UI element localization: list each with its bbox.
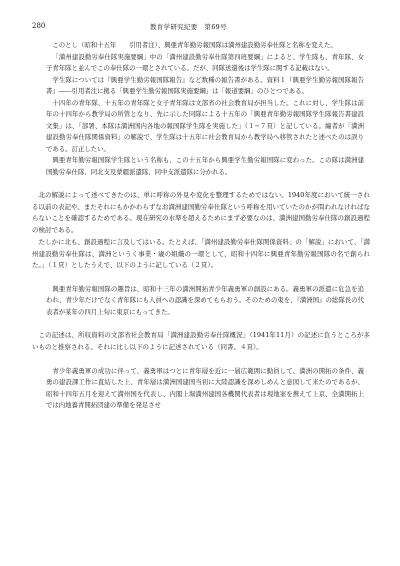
page-number: 280 xyxy=(32,22,46,30)
page-header xyxy=(0,22,400,32)
quote-3-paragraph: 青少年義勇軍の成功に伴って、義勇軍はつとに青年層を近に一層広範囲に動員して、満洲の開拓の条件、義勇の建設課工作に直結した上、青年層は満洲国建国当初に大陸認識を深めしめんと意図して来たのであるが、昭和十四年五月を迎えて満州国を代表し、内閣上堀満州建国各機関代表者は現地案を携えて上京、全満開拓上では内地養青開拓団建の準備を発足させ xyxy=(46,366,364,410)
body-paragraph: たしかに北も、創設過程に言及してはいる。たとえば、「満州建設勤労奉仕隊関係資料」の「解説」において、「満州建設勤労奉仕隊は、満洲というく事業・歳の組織の一環として、昭和十四年に興亜青年勤労報国隊の名で創られた。」（１頁）としたうえで、以下のように記している（２頁）。 xyxy=(32,237,370,270)
quote-2-paragraph: 興亜青年勤労報国隊の趣旨は、昭和十三年の満洲開拓青少年義勇軍の創設にある。義勇軍の派遣に危急を追われ、青少年だけでなく青年隊にも人員への認識を深めてもらおう。そのための東を、『満洲国』の総隊長の代表者が某年の四月上旬に東京にもってきた。 xyxy=(46,284,364,316)
block-quote-3 xyxy=(40,366,370,412)
quote-1-paragraph: 「満州建設勤労奉仕隊実施要綱」中の「満州建設勤労奉仕隊第四班要綱」によると、学生隊も、青年隊、女子青年隊と並んでこの奉仕隊の一環とされている。だが、同隊送還後は学生隊に関する記載はない。 xyxy=(46,52,364,72)
block-quote-2 xyxy=(40,284,370,319)
body-paragraph: 北の解説によって述べてきたのは、単に呼称の外見や変化を整理するためではない。1940年度において統一される以前の表記や、またそれにもかかわらずなお満洲建国勤労奉仕隊という呼称を用いていたのかが問われなければならないことを確認するためである。現在研究の水準を超えるためにまず必要なのは、満洲建国勤労奉仕隊の創設過程の検討である。 xyxy=(32,191,370,235)
running-title: 教育学研究紀要 第69号 xyxy=(150,23,227,31)
quote-1-paragraph: 十四年の青年隊、十五年の青年隊と女子青年隊は文部省の社会教育局が担当した。これに対し、学生隊は前年の十四年から教学局の所管となり、先に示した同隊による十五年の「興亜青年勤労報国隊学生隊報告書建設文集」は、「部署、本隊は満洲国内各地の報国隊学生隊を実施した」（１−７頁）と記している。編者が「満洲建設勤労奉仕隊関係資料」の解説で、学生隊は十五年に社会教育局から教学局へ移管されたと述べたのは誤りである。訂正したい。 xyxy=(46,98,364,153)
document-body xyxy=(32,40,370,558)
quote-1-paragraph: 学生隊については『興亜学生勤労報国隊報告』など数種の報告書がある。資料１『興亜学生勤労報国隊報告書』――引用者注に拠る「興亜学生勤労報国隊実施要綱」は「報道要綱」のひとつである。 xyxy=(46,75,364,95)
block-quote-1 xyxy=(40,40,370,178)
quote-1-paragraph: 興亜青年勤労報国隊学生隊という名称も、この十五年から興亜学生勤労報国隊に変わった。この隊は満洲建国勤労奉仕隊、同北支及蒙疆派遣隊、同中支派遣隊に分かれる。 xyxy=(46,156,364,176)
quote-1-paragraph: このとし（昭和十五年 引用者注）、興亜青年勤労報国隊は満州建設勤労奉仕隊と名称を変えた。 xyxy=(52,41,337,49)
body-paragraph: この記述は、所収資料の文部省社会教育局「満洲建設勤労奉仕隊概況」（1941年11月）の記述に負うところが多いものと推察される。それに比し以下のように記述されている（同書、４頁）。 xyxy=(32,331,370,352)
